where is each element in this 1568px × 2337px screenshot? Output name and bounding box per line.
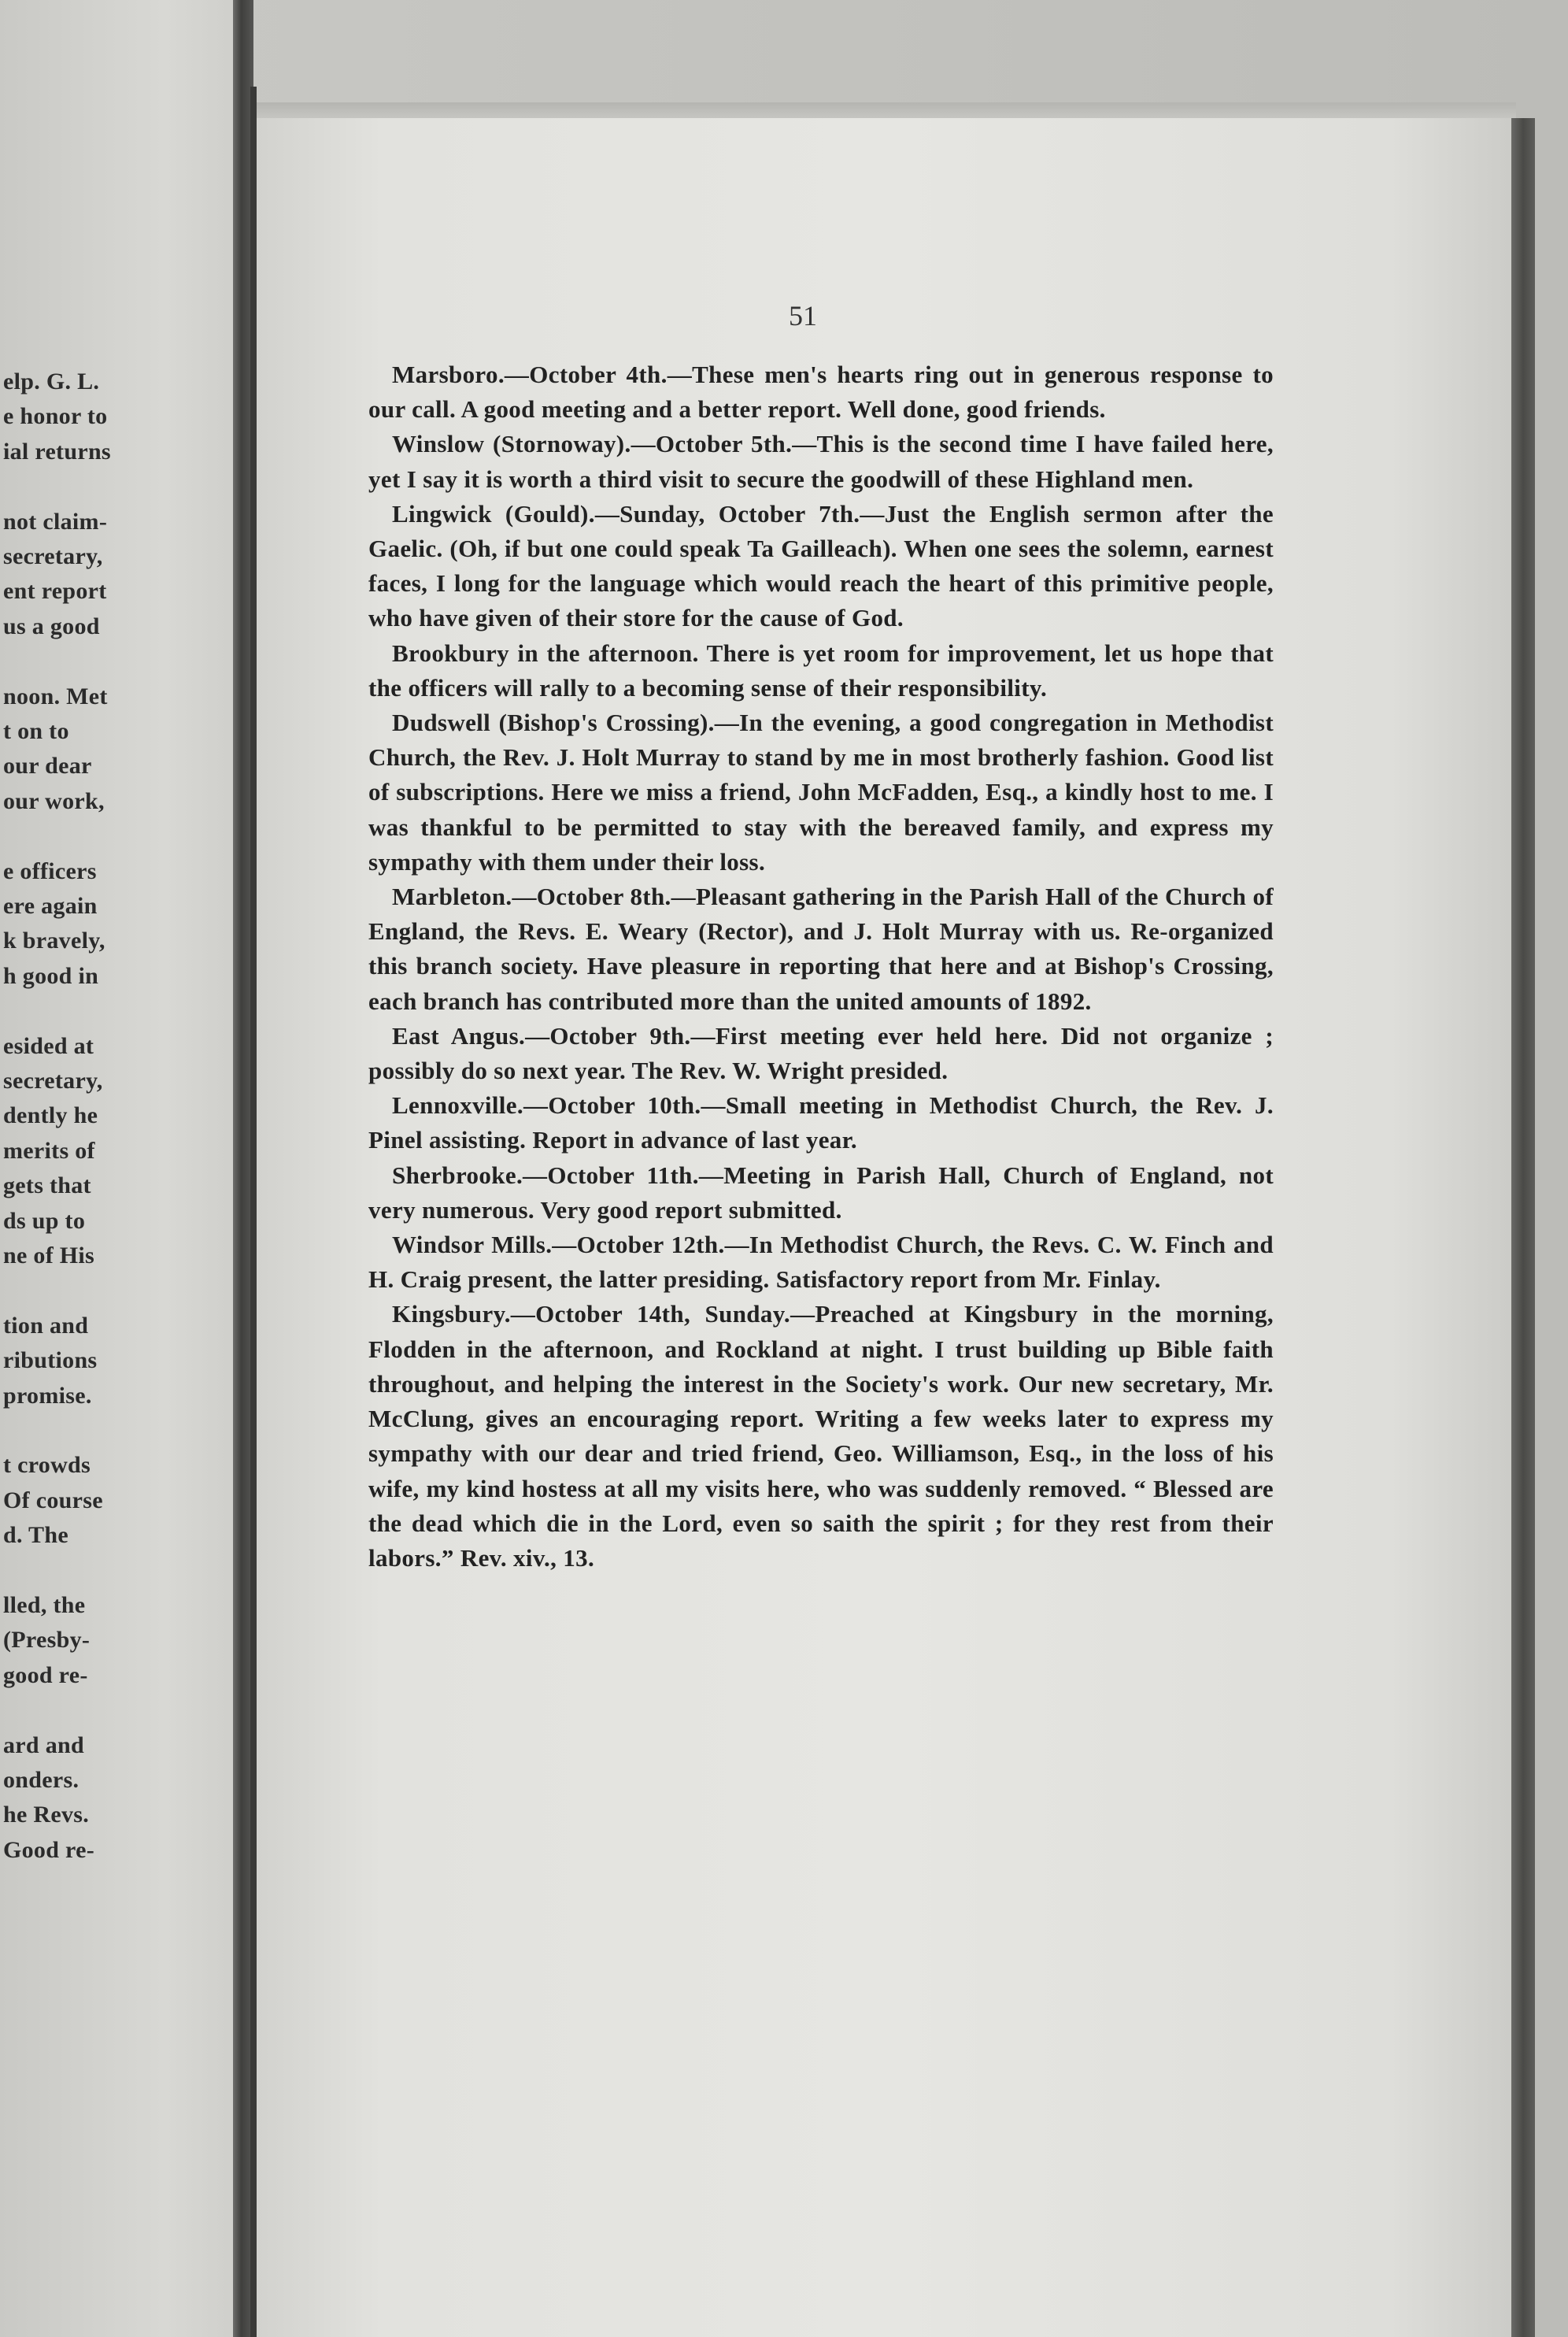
left-page-line: lled, the: [3, 1592, 86, 1618]
left-page-line: esided at: [3, 1032, 94, 1059]
left-page-line: [3, 1413, 161, 1449]
left-page-line: d. The: [3, 1522, 68, 1549]
left-page-line: (Presby-: [3, 1627, 91, 1654]
left-page-line: secretary,: [3, 1068, 103, 1094]
left-page-line: [3, 993, 161, 1029]
left-page-line: t on to: [3, 718, 69, 744]
left-page-line: ds up to: [3, 1207, 86, 1234]
paragraph-dudswell: Dudswell (Bishop's Crossing).—In the evening, a good congregation in Methodist Church, the Rev. J. Holt Murray to stand by me in most brotherly fashion. Good list of subscriptions. Here we miss a friend, John McFadden, Esq., a kindly host to me. I was thankful to be permitted to stay with the bereaved family, and express my sympathy with them under their loss.: [368, 709, 1274, 876]
left-page-line: tion and: [3, 1312, 89, 1339]
left-page-line: he Revs.: [3, 1802, 90, 1828]
left-page-line: [3, 469, 161, 505]
left-page-line: noon. Met: [3, 683, 108, 709]
page-number: 51: [789, 300, 817, 331]
paragraph-marsboro: Marsboro.—October 4th.—These men's hearts ring out in generous response to our call. A good meeting and a better report. Well done, good friends.: [368, 361, 1274, 424]
paragraph-windsor-mills: Windsor Mills.—October 12th.—In Methodist Church, the Revs. C. W. Finch and H. Craig present, the latter presiding. Satisfactory report from Mr. Finlay.: [368, 1231, 1274, 1294]
left-page-line: secretary,: [3, 543, 103, 569]
paragraph-brookbury: Brookbury in the afternoon. There is yet room for improvement, let us hope that the officers will rally to a becoming sense of their responsibility.: [368, 639, 1274, 702]
left-page-line: us a good: [3, 613, 100, 639]
left-page-line: our work,: [3, 787, 105, 814]
left-facing-page: [0, 0, 236, 2337]
left-page-line: not claim-: [3, 508, 108, 535]
left-page-line: dently he: [3, 1102, 98, 1129]
paragraph-winslow: Winslow (Stornoway).—October 5th.—This is the second time I have failed here, yet I say it is worth a third visit to secure the goodwill of these Highland men.: [368, 430, 1274, 493]
paragraph-lingwick: Lingwick (Gould).—Sunday, October 7th.—Just the English sermon after the Gaelic. (Oh, if but one could speak Ta Gailleach). When one sees the solemn, earnest faces, I long for the language which would reach the heart of this primitive people, who have given of their store for the cause of God.: [368, 499, 1274, 632]
paragraph-east-angus: East Angus.—October 9th.—First meeting ever held here. Did not organize ; possibly do so next year. The Rev. W. Wright presided.: [368, 1021, 1274, 1085]
paragraph-lennoxville: Lennoxville.—October 10th.—Small meeting in Methodist Church, the Rev. J. Pinel assisting. Report in advance of last year.: [368, 1091, 1274, 1154]
left-page-line: elp. G. L.: [3, 369, 100, 394]
left-page-line: Of course: [3, 1487, 103, 1513]
left-page-line: [3, 1553, 161, 1589]
left-page-line: Good re-: [3, 1836, 94, 1863]
left-page-line: ne of His: [3, 1243, 95, 1268]
page-right-edge: [1511, 118, 1535, 2337]
left-page-line: t crowds: [3, 1452, 91, 1479]
left-page-line: e officers: [3, 857, 97, 884]
left-page-line: [3, 1692, 161, 1728]
left-page-line: e honor to: [3, 403, 108, 430]
left-page-line: ere again: [3, 893, 98, 919]
left-page-line: promise.: [3, 1382, 92, 1409]
left-page-line: ent report: [3, 578, 107, 605]
left-page-line: ial returns: [3, 438, 111, 465]
left-page-line: [3, 643, 161, 680]
left-page-line: [3, 1272, 161, 1309]
left-page-line: [3, 818, 161, 854]
page-body: [368, 357, 1274, 1576]
paragraph-marbleton: Marbleton.—October 8th.—Pleasant gathering in the Parish Hall of the Church of England, the Revs. E. Weary (Rector), and J. Holt Murray with us. Re-organized this branch society. Have pleasure in reporting that here and at Bishop's Crossing, each branch has contributed more than the united amounts of 1892.: [368, 883, 1274, 1015]
left-page-line: onders.: [3, 1767, 80, 1793]
gutter-rule: [250, 87, 257, 2337]
left-page-line: ard and: [3, 1731, 84, 1758]
left-page-line: k bravely,: [3, 928, 105, 954]
left-page-line: merits of: [3, 1137, 95, 1164]
paragraph-kingsbury: Kingsbury.—October 14th, Sunday.—Preached at Kingsbury in the morning, Flodden in the afternoon, and Rockland at night. I trust building up Bible faith throughout, and helping the interest in the Society's work. Our new secretary, Mr. McClung, gives an encouraging report. Writing a few weeks later to express my sympathy with our dear and tried friend, Geo. Williamson, Esq., in the loss of his wife, my kind hostess at all my visits here, who was suddenly removed. “ Blessed are the dead which die in the Lord, even so saith the spirit ; for they rest from their labors.” Rev. xiv., 13.: [368, 1300, 1274, 1572]
left-page-line: our dear: [3, 753, 92, 780]
left-page-line: h good in: [3, 962, 99, 989]
left-page-line: good re-: [3, 1661, 88, 1688]
left-page-line: ributions: [3, 1347, 98, 1374]
paragraph-sherbrooke: Sherbrooke.—October 11th.—Meeting in Parish Hall, Church of England, not very numerous. Very good report submitted.: [368, 1161, 1274, 1224]
left-page-line: gets that: [3, 1172, 91, 1199]
